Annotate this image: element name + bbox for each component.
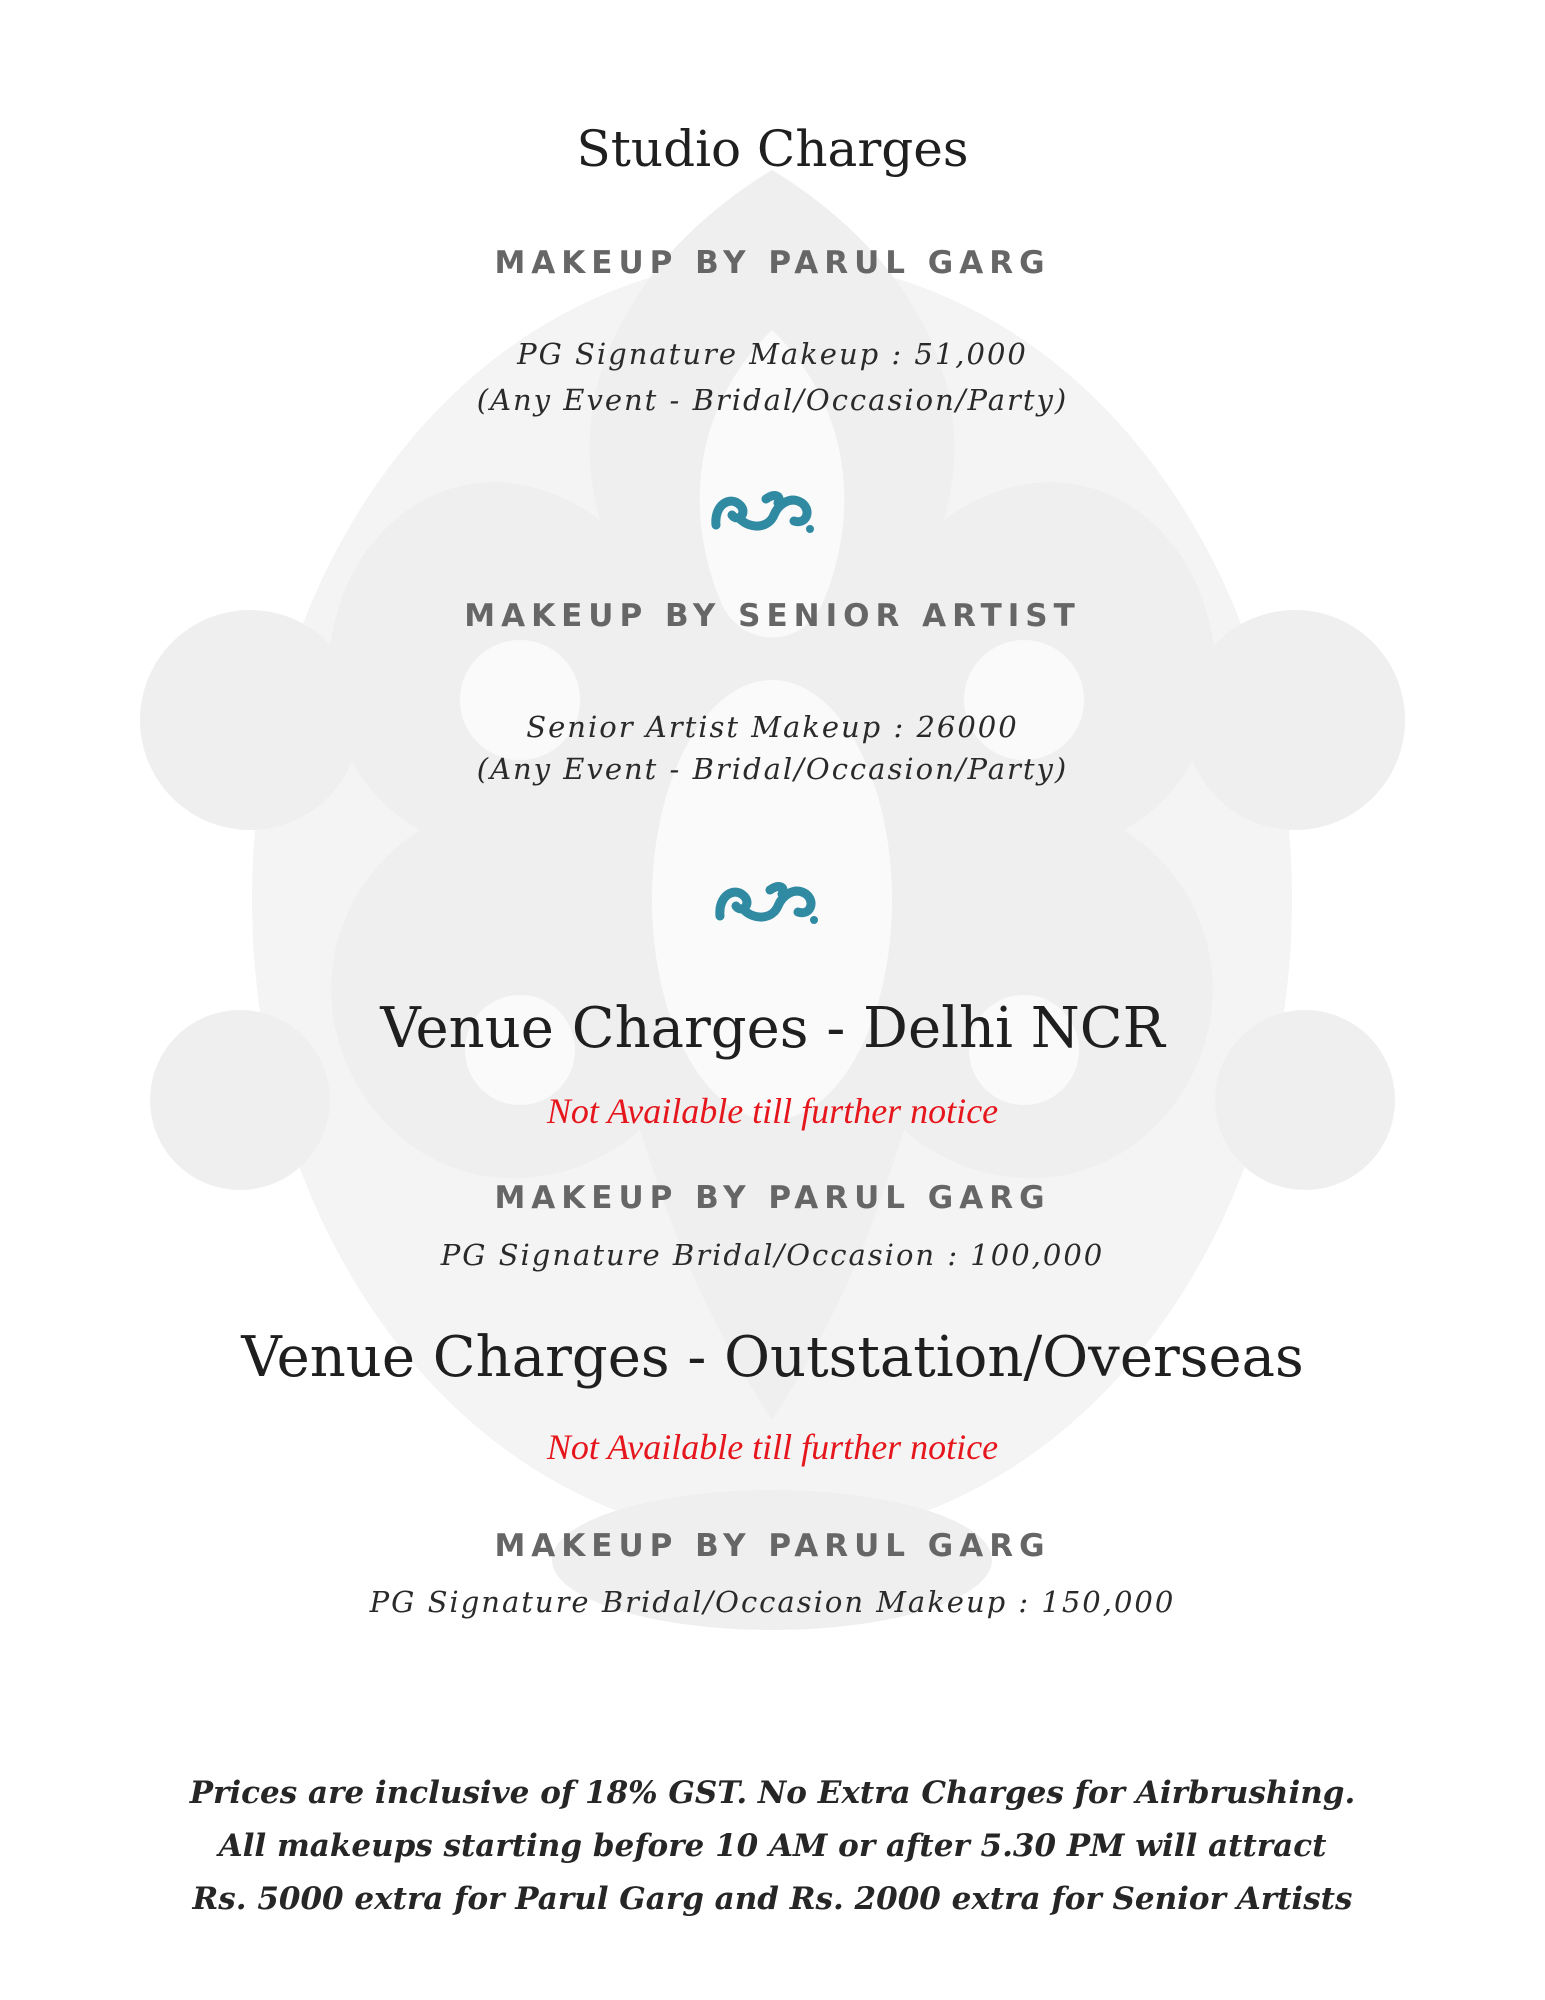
studio-charges-title: Studio Charges bbox=[576, 120, 969, 178]
scroll-divider-icon bbox=[708, 485, 818, 539]
footer-extra-charge-note: Rs. 5000 extra for Parul Garg and Rs. 2000 extra for Senior Artists bbox=[192, 1881, 1353, 1917]
footer-gst-note: Prices are inclusive of 18% GST. No Extra Charges for Airbrushing. bbox=[189, 1775, 1356, 1811]
studio-parul-note: (Any Event - Bridal/Occasion/Party) bbox=[476, 383, 1069, 417]
outstation-venue-title: Venue Charges - Outstation/Overseas bbox=[241, 1325, 1304, 1390]
outstation-availability-notice: Not Available till further notice bbox=[546, 1427, 999, 1467]
delhi-parul-heading: MAKEUP BY PARUL GARG bbox=[494, 1180, 1051, 1216]
footer-timing-note: All makeups starting before 10 AM or after 5.30 PM will attract bbox=[218, 1828, 1327, 1864]
studio-senior-heading: MAKEUP BY SENIOR ARTIST bbox=[464, 598, 1081, 634]
scroll-divider-icon bbox=[712, 876, 822, 930]
delhi-availability-notice: Not Available till further notice bbox=[546, 1091, 999, 1131]
outstation-parul-heading: MAKEUP BY PARUL GARG bbox=[494, 1528, 1051, 1564]
studio-parul-heading: MAKEUP BY PARUL GARG bbox=[494, 245, 1051, 281]
studio-senior-price: Senior Artist Makeup : 26000 bbox=[526, 710, 1019, 744]
studio-senior-note: (Any Event - Bridal/Occasion/Party) bbox=[476, 752, 1069, 786]
outstation-parul-price: PG Signature Bridal/Occasion Makeup : 150,000 bbox=[369, 1585, 1176, 1619]
delhi-venue-title: Venue Charges - Delhi NCR bbox=[380, 996, 1165, 1061]
studio-parul-price: PG Signature Makeup : 51,000 bbox=[517, 337, 1028, 371]
delhi-parul-price: PG Signature Bridal/Occasion : 100,000 bbox=[440, 1238, 1105, 1272]
